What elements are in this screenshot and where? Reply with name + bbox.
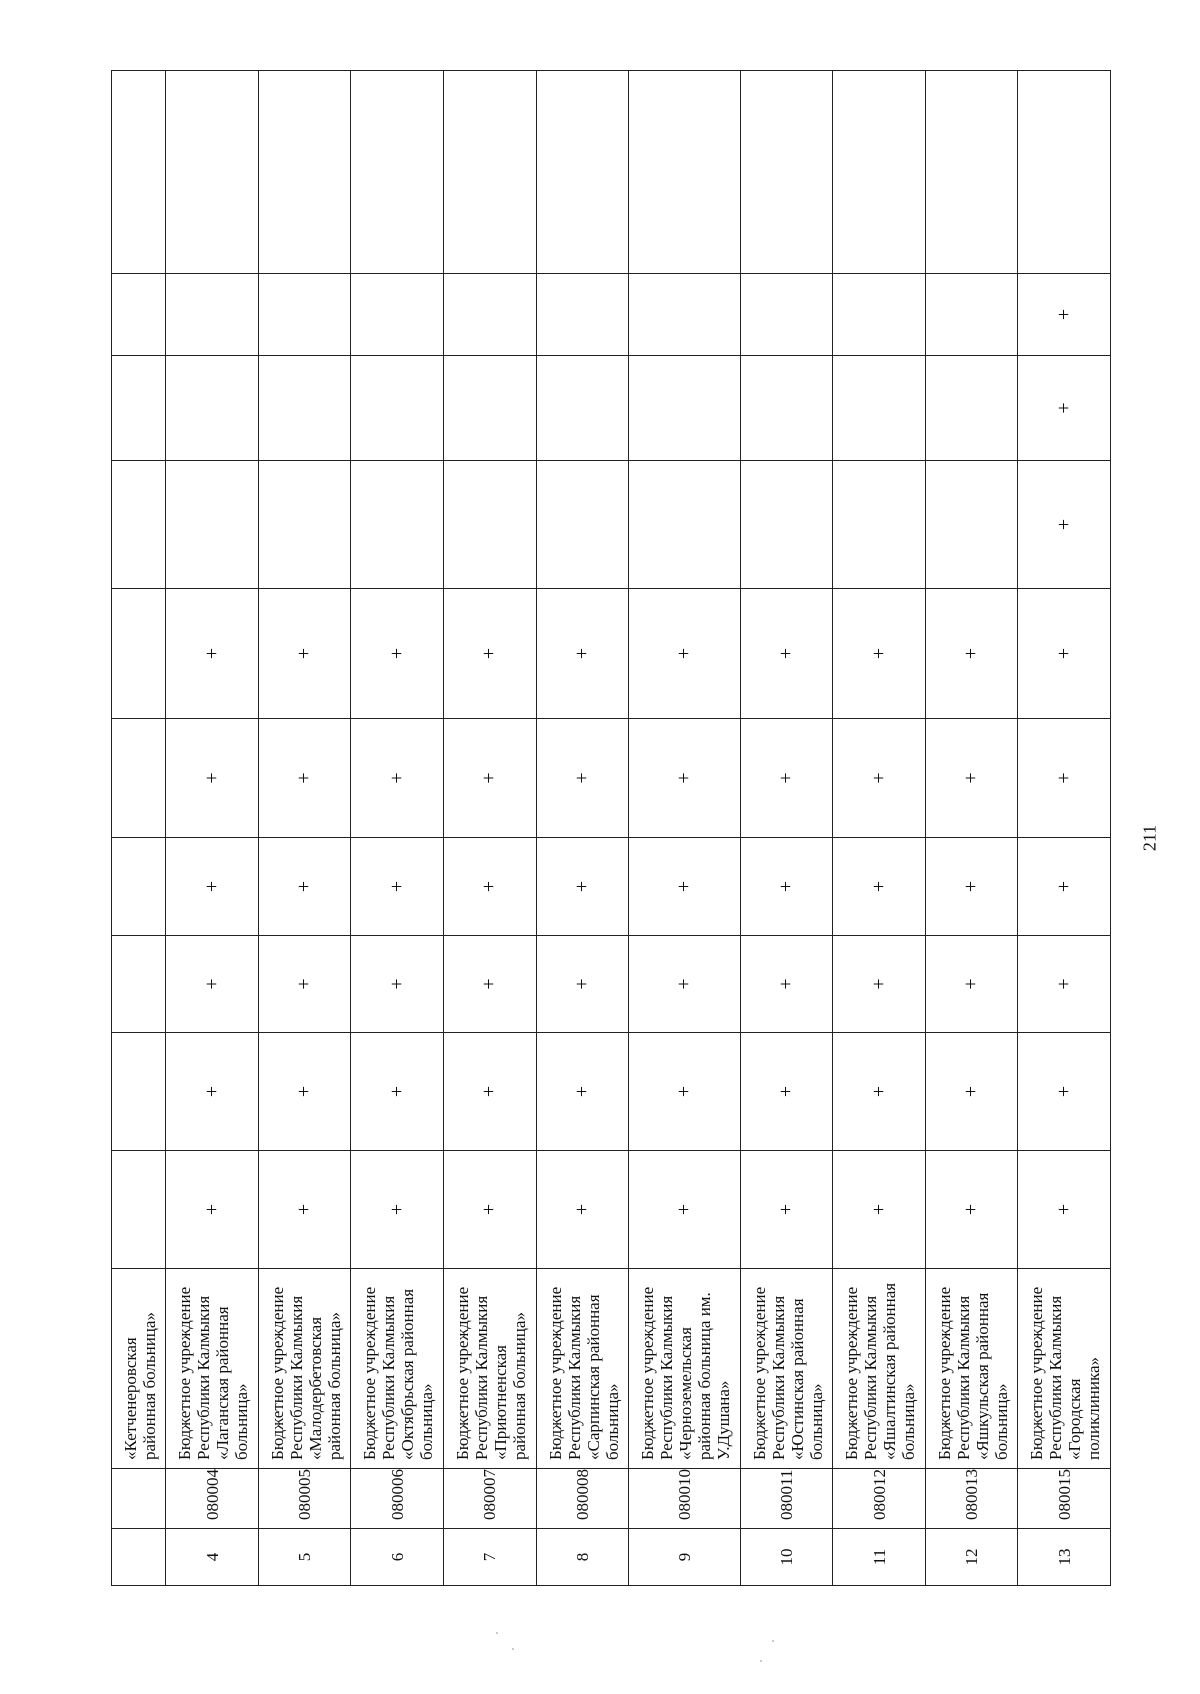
- table-row: [629, 71, 741, 1586]
- mark-cell: [740, 274, 833, 356]
- mark-cell: [1018, 71, 1111, 274]
- mark-cell: [112, 838, 166, 936]
- mark-cell: [112, 274, 166, 356]
- organization-code-cell: 080010: [629, 1469, 741, 1529]
- mark-cell: [536, 461, 629, 589]
- mark-cell: +: [166, 719, 259, 838]
- mark-cell: +: [166, 1151, 259, 1269]
- organization-code-cell: 080005: [258, 1469, 351, 1529]
- mark-cell: [112, 1151, 166, 1269]
- mark-cell: +: [1018, 356, 1111, 461]
- mark-cell: +: [351, 719, 444, 838]
- mark-cell: +: [1018, 838, 1111, 936]
- mark-cell: [740, 461, 833, 589]
- row-number-cell: 6: [351, 1529, 444, 1586]
- mark-cell: [833, 71, 926, 274]
- mark-cell: [258, 356, 351, 461]
- mark-cell: +: [351, 838, 444, 936]
- mark-cell: [351, 356, 444, 461]
- mark-cell: +: [1018, 589, 1111, 719]
- mark-cell: +: [443, 1033, 536, 1151]
- mark-cell: [629, 71, 741, 274]
- table-row: [443, 71, 536, 1586]
- mark-cell: [536, 71, 629, 274]
- mark-cell: +: [629, 936, 741, 1033]
- mark-cell: +: [443, 719, 536, 838]
- mark-cell: +: [740, 1151, 833, 1269]
- mark-cell: [443, 461, 536, 589]
- table-row: [258, 71, 351, 1586]
- mark-cell: [166, 461, 259, 589]
- table-row: [351, 71, 444, 1586]
- mark-cell: +: [833, 838, 926, 936]
- mark-cell: [112, 1033, 166, 1151]
- mark-cell: +: [443, 1151, 536, 1269]
- organization-name-cell: Бюджетное учреждение Республики Калмыкия «Городская поликлиника»: [1018, 1269, 1111, 1469]
- mark-cell: [112, 936, 166, 1033]
- mark-cell: [443, 274, 536, 356]
- mark-cell: +: [351, 1033, 444, 1151]
- mark-cell: +: [925, 1151, 1018, 1269]
- row-number-cell: 10: [740, 1529, 833, 1586]
- organization-code-cell: 080006: [351, 1469, 444, 1529]
- row-number-cell: 5: [258, 1529, 351, 1586]
- mark-cell: +: [536, 838, 629, 936]
- mark-cell: +: [629, 1033, 741, 1151]
- mark-cell: +: [925, 1033, 1018, 1151]
- mark-cell: +: [258, 936, 351, 1033]
- medical-organizations-table: [111, 70, 1111, 1586]
- mark-cell: [112, 356, 166, 461]
- table-row: [1018, 71, 1111, 1586]
- row-number-cell: 12: [925, 1529, 1018, 1586]
- mark-cell: [351, 461, 444, 589]
- mark-cell: +: [833, 1033, 926, 1151]
- organization-code-cell: 080011: [740, 1469, 833, 1529]
- mark-cell: [258, 274, 351, 356]
- page-number: 211: [1139, 824, 1160, 852]
- mark-cell: [443, 356, 536, 461]
- mark-cell: +: [740, 589, 833, 719]
- mark-cell: [166, 356, 259, 461]
- table-row: [112, 71, 166, 1586]
- organization-code-cell: 080015: [1018, 1469, 1111, 1529]
- row-number-cell: 8: [536, 1529, 629, 1586]
- mark-cell: +: [443, 936, 536, 1033]
- mark-cell: +: [925, 936, 1018, 1033]
- mark-cell: +: [351, 936, 444, 1033]
- mark-cell: +: [1018, 1033, 1111, 1151]
- scan-speck: [496, 1632, 498, 1634]
- mark-cell: [629, 461, 741, 589]
- mark-cell: +: [443, 838, 536, 936]
- mark-cell: [112, 461, 166, 589]
- mark-cell: +: [833, 719, 926, 838]
- organization-name-cell: Бюджетное учреждение Республики Калмыкия «Яшкульская районная больница»: [925, 1269, 1018, 1469]
- scan-speck: [772, 1640, 774, 1642]
- organization-name-cell: Бюджетное учреждение Республики Калмыкия «Приютненская районная больница»: [443, 1269, 536, 1469]
- mark-cell: +: [833, 1151, 926, 1269]
- mark-cell: +: [1018, 936, 1111, 1033]
- mark-cell: +: [351, 589, 444, 719]
- mark-cell: +: [166, 1033, 259, 1151]
- row-number-cell: 9: [629, 1529, 741, 1586]
- mark-cell: +: [536, 719, 629, 838]
- organization-name-cell: Бюджетное учреждение Республики Калмыкия «Юстинская районная больница»: [740, 1269, 833, 1469]
- mark-cell: [925, 356, 1018, 461]
- organization-code-cell: 080008: [536, 1469, 629, 1529]
- mark-cell: +: [258, 1033, 351, 1151]
- mark-cell: +: [833, 589, 926, 719]
- mark-cell: [833, 356, 926, 461]
- mark-cell: +: [925, 838, 1018, 936]
- mark-cell: +: [536, 936, 629, 1033]
- mark-cell: [112, 71, 166, 274]
- mark-cell: [258, 71, 351, 274]
- organization-name-cell: Бюджетное учреждение Республики Калмыкия «Малодербетовская районная больница»: [258, 1269, 351, 1469]
- mark-cell: +: [1018, 461, 1111, 589]
- mark-cell: [629, 356, 741, 461]
- table-row: [925, 71, 1018, 1586]
- organization-name-cell: Бюджетное учреждение Республики Калмыкия «Октябрьская районная больница»: [351, 1269, 444, 1469]
- mark-cell: +: [740, 838, 833, 936]
- mark-cell: [112, 719, 166, 838]
- mark-cell: [925, 461, 1018, 589]
- mark-cell: +: [351, 1151, 444, 1269]
- mark-cell: [629, 274, 741, 356]
- mark-cell: [166, 274, 259, 356]
- mark-cell: +: [258, 838, 351, 936]
- mark-cell: [351, 274, 444, 356]
- organization-name-cell: Бюджетное учреждение Республики Калмыкия «Сарпинская районная больница»: [536, 1269, 629, 1469]
- mark-cell: +: [536, 1033, 629, 1151]
- mark-cell: +: [740, 1033, 833, 1151]
- mark-cell: +: [925, 719, 1018, 838]
- mark-cell: +: [629, 838, 741, 936]
- mark-cell: +: [629, 589, 741, 719]
- mark-cell: [925, 71, 1018, 274]
- row-number-cell: 13: [1018, 1529, 1111, 1586]
- scan-speck: [760, 1660, 762, 1662]
- mark-cell: +: [166, 589, 259, 719]
- mark-cell: [443, 71, 536, 274]
- mark-cell: +: [629, 719, 741, 838]
- row-number-cell: 11: [833, 1529, 926, 1586]
- mark-cell: [833, 274, 926, 356]
- mark-cell: +: [166, 838, 259, 936]
- row-number-cell: 7: [443, 1529, 536, 1586]
- mark-cell: [166, 71, 259, 274]
- mark-cell: [740, 356, 833, 461]
- mark-cell: +: [443, 589, 536, 719]
- mark-cell: [925, 274, 1018, 356]
- mark-cell: [351, 71, 444, 274]
- mark-cell: +: [1018, 274, 1111, 356]
- mark-cell: [833, 461, 926, 589]
- mark-cell: +: [833, 936, 926, 1033]
- mark-cell: +: [740, 719, 833, 838]
- mark-cell: [536, 274, 629, 356]
- mark-cell: +: [1018, 1151, 1111, 1269]
- mark-cell: +: [258, 719, 351, 838]
- scan-speck: [512, 1648, 514, 1650]
- mark-cell: +: [629, 1151, 741, 1269]
- organization-code-cell: 080007: [443, 1469, 536, 1529]
- mark-cell: +: [536, 1151, 629, 1269]
- organization-name-cell: Бюджетное учреждение Республики Калмыкия «Лаганская районная больница»: [166, 1269, 259, 1469]
- table-row: [536, 71, 629, 1586]
- mark-cell: +: [258, 589, 351, 719]
- table-row: [833, 71, 926, 1586]
- row-number-cell: 4: [166, 1529, 259, 1586]
- organization-name-cell: Бюджетное учреждение Республики Калмыкия «Яшалтинская районная больница»: [833, 1269, 926, 1469]
- organization-code-cell: 080004: [166, 1469, 259, 1529]
- mark-cell: [258, 461, 351, 589]
- table-row: [740, 71, 833, 1586]
- organization-name-cell: Бюджетное учреждение Республики Калмыкия «Черноземельская районная больница им. У.Душана»: [629, 1269, 741, 1469]
- table-row: [166, 71, 259, 1586]
- mark-cell: [536, 356, 629, 461]
- mark-cell: +: [258, 1151, 351, 1269]
- organization-code-cell: 080013: [925, 1469, 1018, 1529]
- organization-code-cell: [112, 1469, 166, 1529]
- mark-cell: +: [740, 936, 833, 1033]
- mark-cell: +: [536, 589, 629, 719]
- organization-code-cell: 080012: [833, 1469, 926, 1529]
- row-number-cell: [112, 1529, 166, 1586]
- mark-cell: [112, 589, 166, 719]
- mark-cell: +: [166, 936, 259, 1033]
- table-body: [112, 71, 1111, 1586]
- rotated-table-container: [111, 71, 1111, 1586]
- mark-cell: [740, 71, 833, 274]
- mark-cell: +: [1018, 719, 1111, 838]
- mark-cell: +: [925, 589, 1018, 719]
- organization-name-cell: «Кетченеровская районная больница»: [112, 1269, 166, 1469]
